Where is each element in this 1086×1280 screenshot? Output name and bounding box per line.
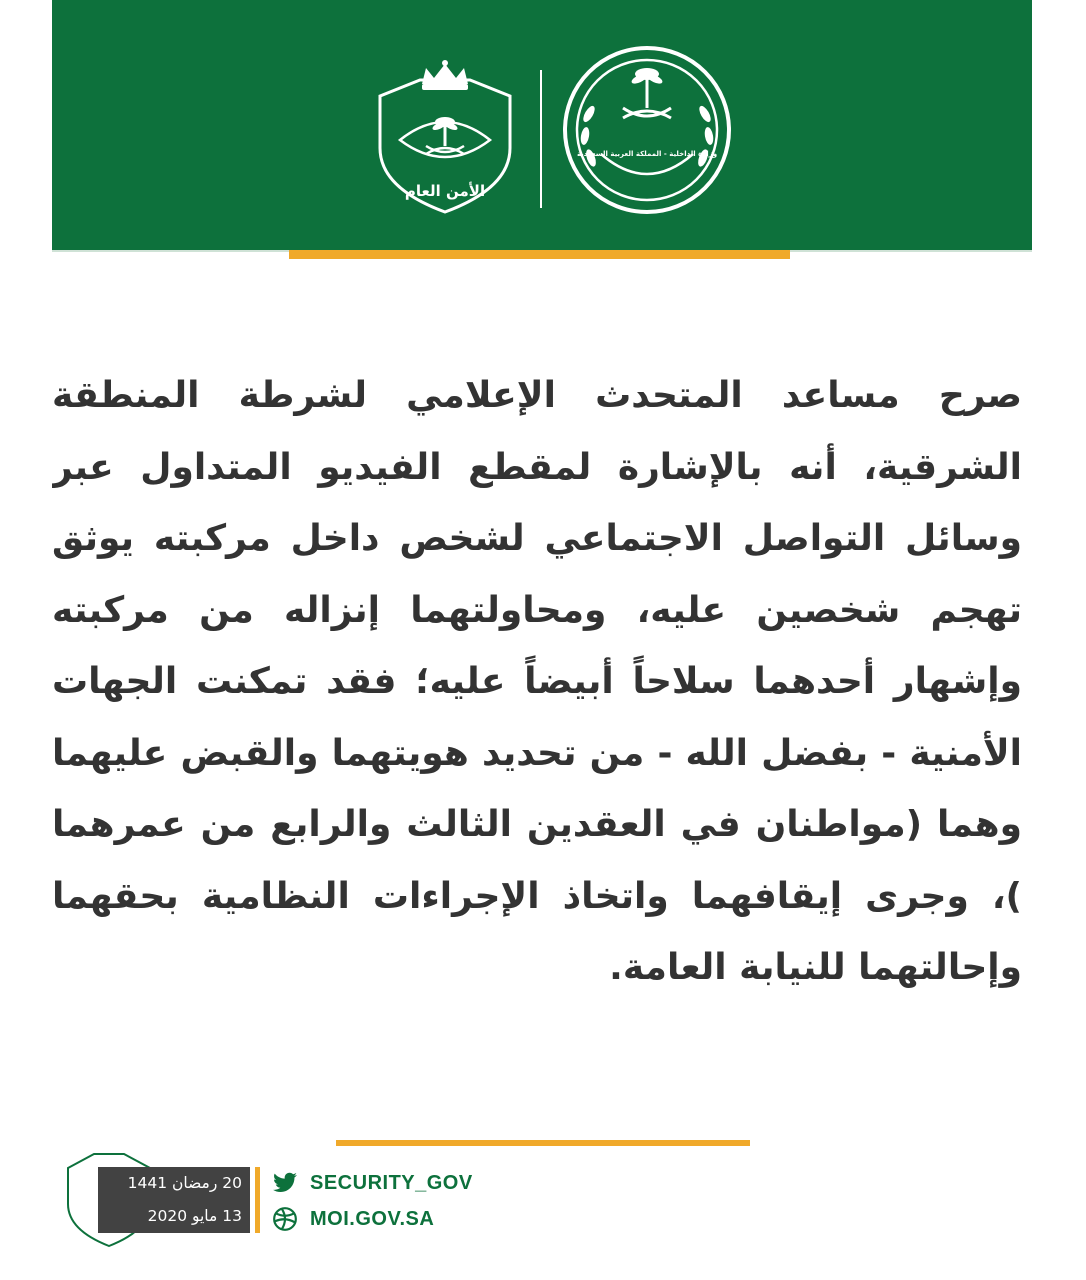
twitter-icon — [272, 1170, 298, 1196]
general-security-logo — [360, 58, 530, 218]
website-link[interactable] — [272, 1205, 434, 1233]
header-accent-bar — [289, 250, 790, 259]
gregorian-date: 13 مايو 2020 — [147, 1207, 242, 1225]
footer-accent-bar — [336, 1140, 750, 1146]
date-box — [98, 1167, 250, 1233]
ministry-of-interior-logo — [561, 44, 733, 216]
header-divider — [540, 70, 542, 208]
statement-text: صرح مساعد المتحدث الإعلامي لشرطة المنطقة الشرقية، أنه بالإشارة لمقطع الفيديو المتداول عبر وسائل التواصل الاجتماعي لشخص داخل مركبته يوثق تهجم شخصين عليه، ومحاولتهما إنزاله من مركبته وإشهار أحدهما سلاحاً أبيضاً عليه؛ فقد تمكنت الجهات الأمنية - بفضل الله - من تحديد هويتهما والقبض عليهما وهما (مواطنان في العقدين الثالث والرابع من عمرهما )، وجرى إيقافهما واتخاذ الإجراءات النظامية بحقهما وإحالتهما للنيابة العامة. — [52, 375, 1022, 988]
police-logo-text: الأمن العام — [404, 182, 486, 200]
website-url: MOI.GOV.SA — [310, 1207, 435, 1230]
twitter-handle: SECURITY_GOV — [310, 1171, 473, 1194]
twitter-link[interactable] — [272, 1169, 473, 1197]
ministry-logo-text: وزارة الداخلية - المملكة العربية السعودية — [576, 150, 718, 158]
header-banner — [52, 0, 1032, 252]
hijri-date: 20 رمضان 1441 — [127, 1174, 242, 1192]
date-accent-bar — [255, 1167, 260, 1233]
globe-icon — [272, 1206, 298, 1232]
